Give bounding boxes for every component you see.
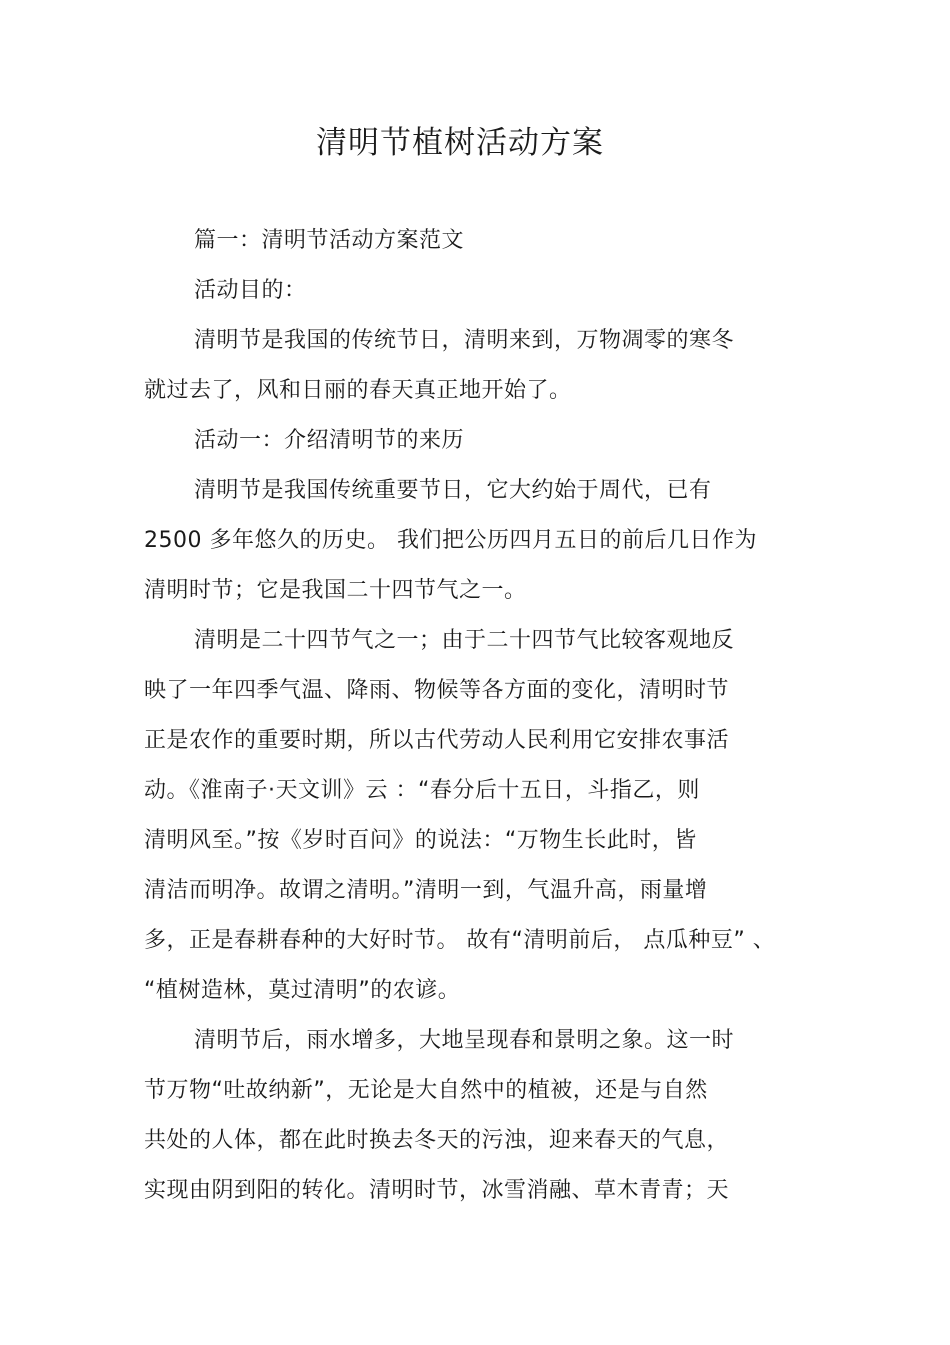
text-line: 清明是二十四节气之一；由于二十四节气比较客观地反 <box>194 628 735 653</box>
text-line: 节万物“吐故纳新”，无论是大自然中的植被，还是与自然 <box>144 1078 708 1103</box>
text-line: 正是农作的重要时期，所以古代劳动人民利用它安排农事活 <box>144 728 730 753</box>
text-line: 映了一年四季气温、降雨、物候等各方面的变化，清明时节 <box>144 678 730 703</box>
text-line: 清明节是我国的传统节日，清明来到，万物凋零的寒冬 <box>194 328 735 353</box>
text-line: 实现由阴到阳的转化。清明时节，冰雪消融、草木青青；天 <box>144 1178 730 1203</box>
text-line: 清明节后，雨水增多，大地呈现春和景明之象。这一时 <box>194 1028 735 1053</box>
text-line: 动。《淮南子·天文训》云 ：“春分后十五日，斗指乙，则 <box>144 778 700 803</box>
text-line-activity-heading: 活动一：介绍清明节的来历 <box>194 428 465 453</box>
text-line-purpose-heading: 活动目的： <box>194 278 307 303</box>
text-line: 清洁而明净。故谓之清明。”清明一到，气温升高，雨量增 <box>144 878 708 903</box>
text-line-section-heading: 篇一：清明节活动方案范文 <box>194 228 465 253</box>
text-line: 共处的人体，都在此时换去冬天的污浊，迎来春天的气息， <box>144 1128 730 1153</box>
text-line: 清明节是我国传统重要节日，它大约始于周代，已有 <box>194 478 712 503</box>
text-line: 就过去了，风和日丽的春天真正地开始了。 <box>144 378 572 403</box>
text-line: “植树造林，莫过清明”的农谚。 <box>144 978 461 1003</box>
text-line: 清明时节；它是我国二十四节气之一。 <box>144 578 527 603</box>
text-line: 多，正是春耕春种的大好时节。 故有“清明前后， 点瓜种豆” 、 <box>144 928 776 953</box>
text-line: 清明风至。”按《岁时百问》的说法：“万物生长此时，皆 <box>144 828 697 853</box>
text-line: 2500 多年悠久的历史。 我们把公历四月五日的前后几日作为 <box>144 528 757 553</box>
document-title: 清明节植树活动方案 <box>316 125 604 161</box>
